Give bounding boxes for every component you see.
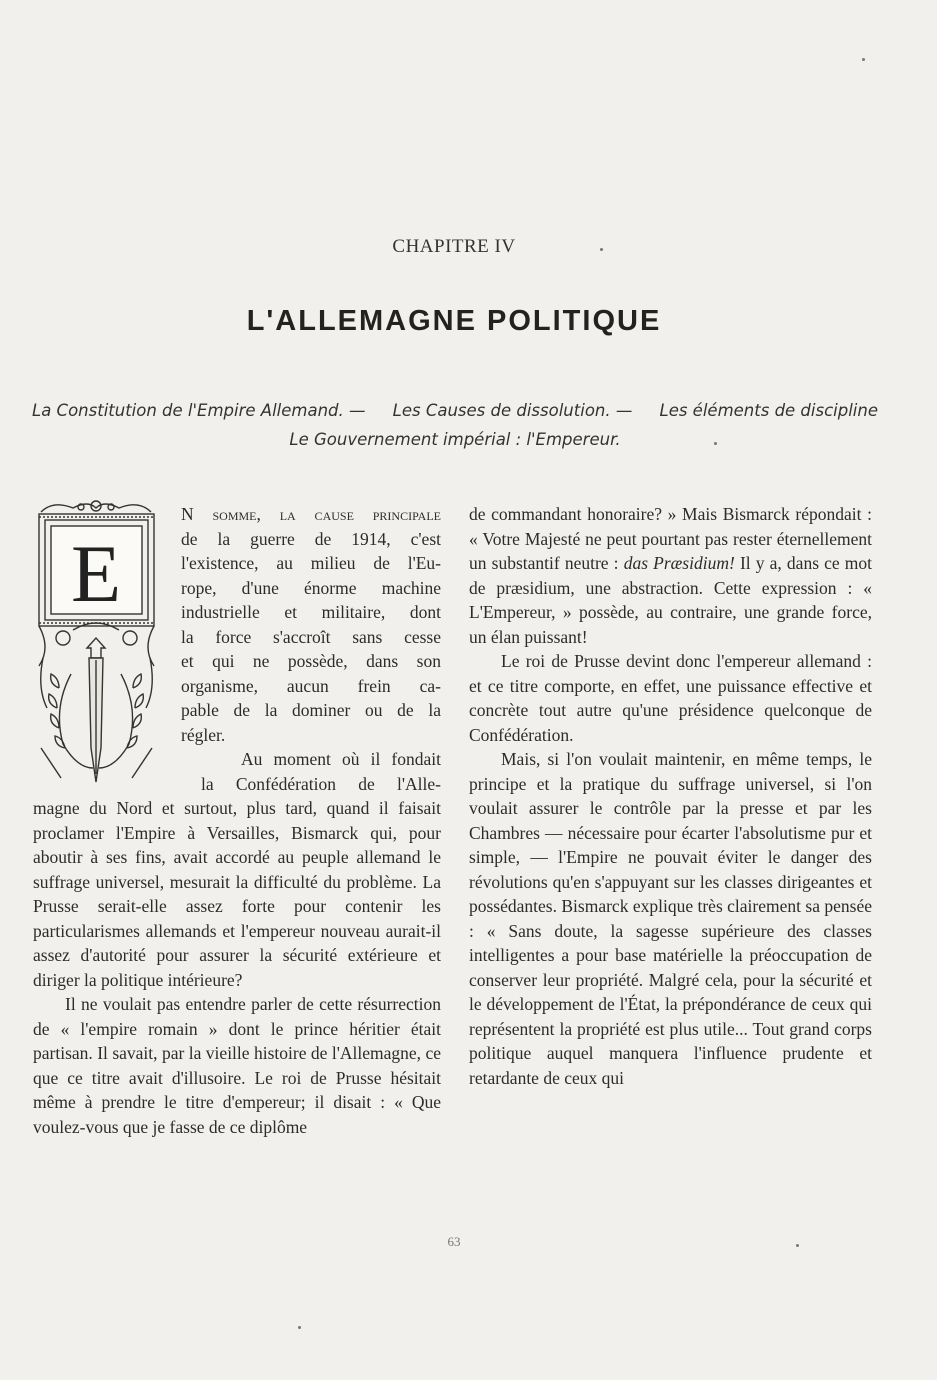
italic-phrase: das Præsidium! <box>623 553 735 573</box>
paragraph: Le roi de Prusse devint donc l'empereur allemand : et ce titre comporte, en effet, une puissance effective et concrète tout autre qu'une présidence quelconque de Confédération. <box>469 651 872 745</box>
left-column <box>33 502 441 1139</box>
paper-speck <box>298 1326 301 1329</box>
paragraph-text: de commandant honoraire? » Mais Bismarck répondait : « Votre Majesté ne peut pourtant pas rester éternellement un substantif neutre : <box>469 504 872 573</box>
paragraph-text: Il y a, dans ce mot de præsidium, une abstraction. Cette expression : « L'Empereur, » possède, au contraire, une grande force, un élan puissant! <box>469 553 873 647</box>
text-line: l'existence, au milieu de l'Eu- <box>181 553 441 573</box>
text-line: Au moment où il fondait <box>241 749 441 769</box>
summary-part-4: Le Gouvernement impérial : l'Empereur. <box>289 430 621 449</box>
summary-part-1: La Constitution de l'Empire Allemand. — <box>32 401 366 420</box>
chapter-summary <box>32 398 878 452</box>
text-line: pable de la dominer ou de la <box>181 700 441 720</box>
paragraph: Mais, si l'on voulait maintenir, en même temps, le principe et la pratique du suffrage universel, si l'on voulait assurer le contrôle par la presse et par les Chambres — nécessaire pour écarter l'absolutisme pur et simple, — l'Empire ne pouvait éviter le danger des révolutions qu'en s'appuyant sur les classes dirigeantes et possédantes. Bismarck explique très clairement sa pensée : « Sans doute, la sagesse supérieure des classes intelligentes a pour base matérielle la préoccupation de conserver leur propriété. Malgré cela, pour la sécurité et le développement de l'État, la prépondérance de ceux qui représentent la propriété est plus utile... Tout grand corps politique auquel manquera l'influence prudente et retardante de ceux qui <box>469 749 872 1088</box>
page-title: L'ALLEMAGNE POLITIQUE <box>246 305 662 337</box>
text-line: la Confédération de l'Alle- <box>201 773 441 794</box>
text-line: industrielle et militaire, dont <box>181 602 441 622</box>
text-line: de la guerre de 1914, c'est <box>181 528 441 549</box>
paragraph: Il ne voulait pas entendre parler de cette résurrection de « l'empire romain » dont le prince héritier était partisan. Il savait, par la vieille histoire de l'Allemagne, ce que ce titre avait d'illusoire. Le roi de Prusse hésitait même à prendre le titre d'empereur; il disait : « Que voulez-vous que je fasse de ce diplôme <box>33 994 441 1137</box>
text-line: organisme, aucun frein ca- <box>181 675 441 696</box>
text-line: N somme, la cause principale <box>181 504 441 524</box>
paragraph <box>469 502 872 649</box>
paper-speck <box>796 1244 799 1247</box>
text-line: la force s'accroît sans cesse <box>181 626 441 647</box>
paper-speck <box>862 58 865 61</box>
paper-speck <box>600 248 603 251</box>
chapter-label: CHAPITRE IV <box>392 236 516 257</box>
text-line: régler. <box>181 724 226 745</box>
page-number: 63 <box>447 1234 461 1249</box>
text-line: rope, d'une énorme machine <box>181 577 441 598</box>
summary-part-3: Les éléments de discipline <box>659 401 878 420</box>
wrapped-lines <box>33 502 441 796</box>
summary-part-2: Les Causes de dissolution. — <box>392 401 633 420</box>
drop-cap-letter: E <box>70 528 122 619</box>
paper-speck <box>714 442 717 445</box>
right-column <box>469 502 872 1090</box>
text-line: et qui ne possède, dans son <box>181 651 441 671</box>
paragraph: magne du Nord et surtout, plus tard, quand il faisait proclamer l'Empire à Versailles, Bismarck qui, pour aboutir à ses fins, avait accordé au peuple allemand le suffrage universel, mesurait la difficulté du problème. La Prusse serait-elle assez forte pour contenir les particularismes allemands et l'empereur nouveau aurait-il assez d'autorité pour assurer la sécurité extérieure et diriger la politique intérieure? <box>33 798 441 990</box>
